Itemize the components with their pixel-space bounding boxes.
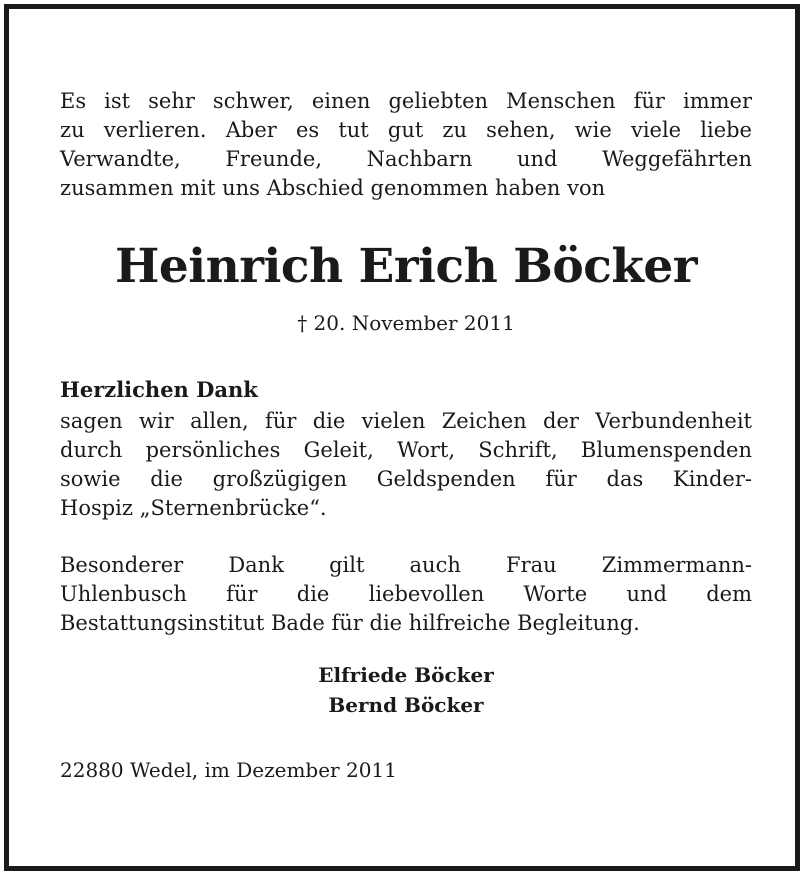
obituary-frame bbox=[4, 4, 800, 871]
obituary-content bbox=[60, 87, 752, 784]
thanks-heading: Herzlichen Dank bbox=[60, 377, 258, 402]
intro-line: zu verlieren. Aber es tut gut zu sehen, wie viele liebe bbox=[60, 118, 752, 142]
intro-line: Es ist sehr schwer, einen geliebten Menschen für immer bbox=[60, 89, 752, 113]
signer-name: Bernd Böcker bbox=[328, 693, 484, 717]
deceased-name: Heinrich Erich Böcker bbox=[114, 239, 698, 294]
signer-name: Elfriede Böcker bbox=[318, 663, 494, 687]
death-date: † 20. November 2011 bbox=[297, 311, 515, 335]
special-thanks-paragraph bbox=[60, 551, 752, 638]
thanks-line: sowie die großzügigen Geldspenden für das Kinder- bbox=[60, 467, 752, 491]
special-thanks-line: Besonderer Dank gilt auch Frau Zimmermann- bbox=[60, 553, 752, 577]
thanks-line: Hospiz „Sternenbrücke“. bbox=[60, 496, 327, 520]
special-thanks-line: Uhlenbusch für die liebevollen Worte und dem bbox=[60, 582, 752, 606]
signers bbox=[60, 660, 752, 720]
intro-line: Verwandte, Freunde, Nachbarn und Weggefährten bbox=[60, 147, 752, 171]
thanks-paragraph bbox=[60, 407, 752, 523]
special-thanks-line: Bestattungsinstitut Bade für die hilfreiche Begleitung. bbox=[60, 611, 640, 635]
place-date: 22880 Wedel, im Dezember 2011 bbox=[60, 758, 397, 782]
intro-line: zusammen mit uns Abschied genommen haben von bbox=[60, 176, 606, 200]
thanks-line: sagen wir allen, für die vielen Zeichen der Verbundenheit bbox=[60, 409, 752, 433]
thanks-line: durch persönliches Geleit, Wort, Schrift, Blumenspenden bbox=[60, 438, 752, 462]
intro-paragraph bbox=[60, 87, 752, 203]
